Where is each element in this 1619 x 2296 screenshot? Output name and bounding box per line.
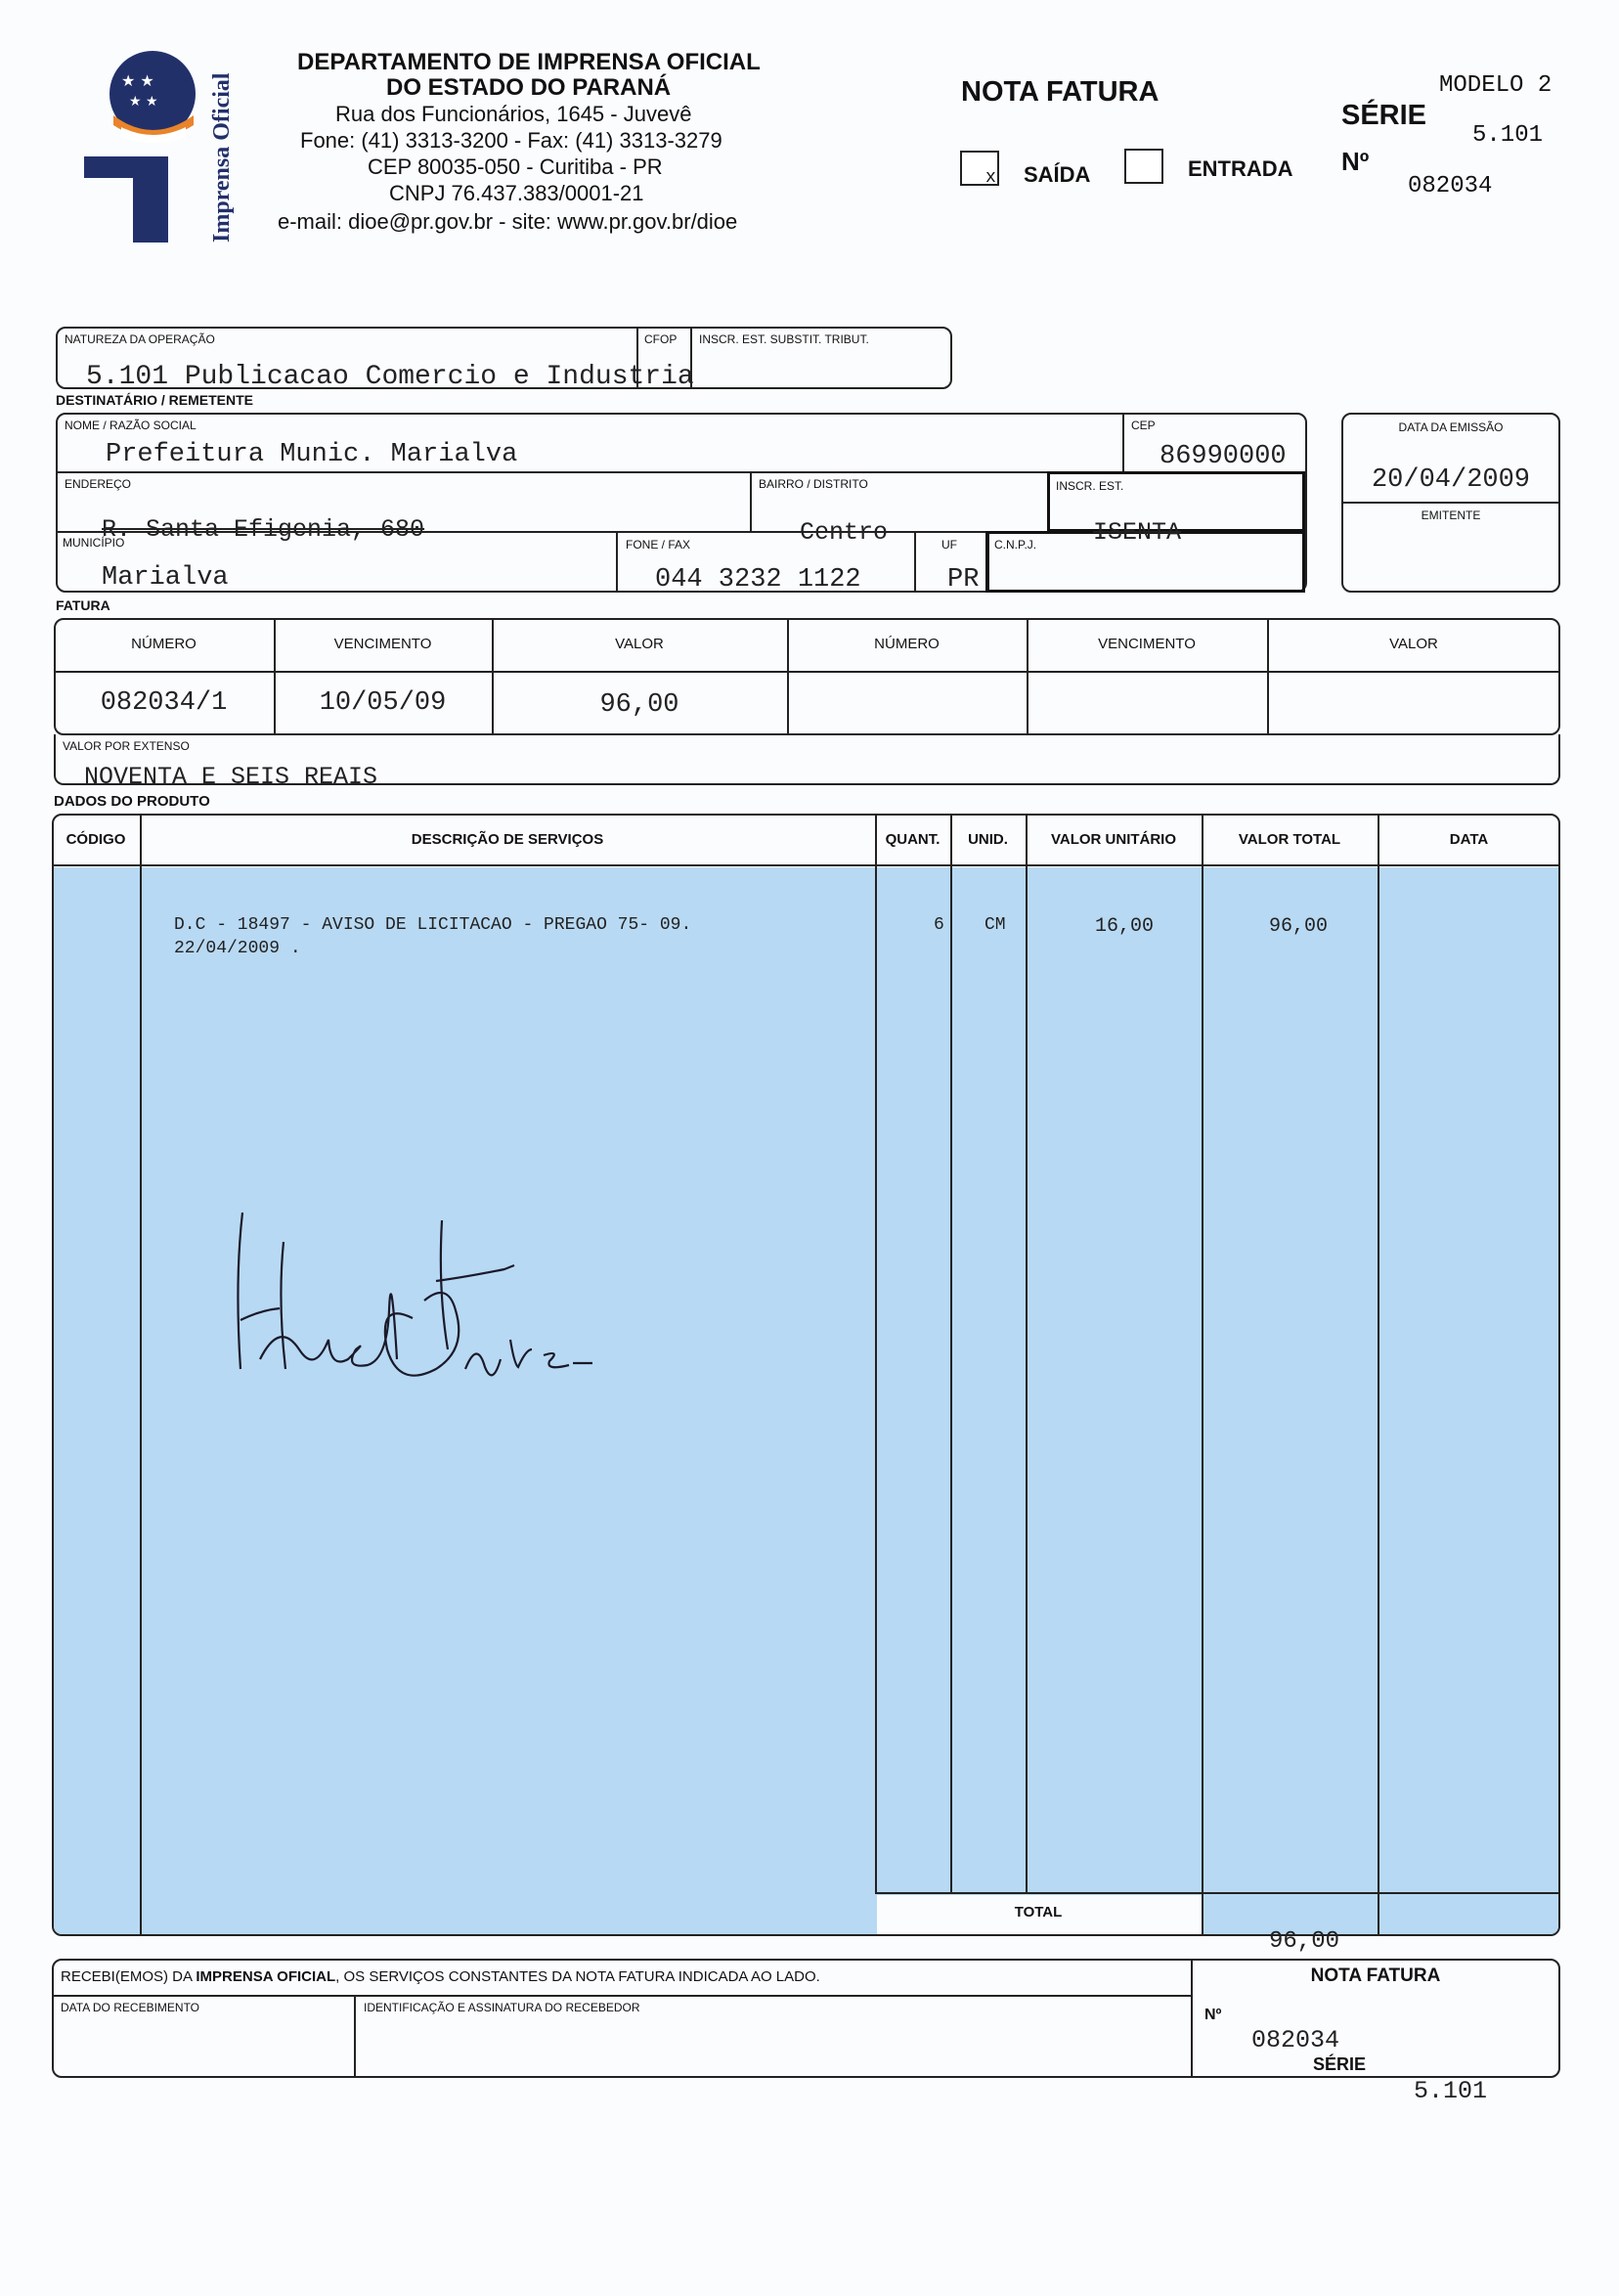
emitente-label: EMITENTE [1421,508,1481,522]
products-header-data: DATA [1449,831,1489,848]
fatura-header-numero-1: NÚMERO [131,636,197,652]
fatura-section-label: FATURA [56,597,110,613]
municipio-value: Marialva [102,563,229,593]
product-unit-price: 16,00 [1095,915,1155,938]
recipient-section-label: DESTINATÁRIO / REMETENTE [56,392,253,408]
fatura-header-valor-1: VALOR [615,636,664,652]
saida-mark: x [985,168,996,188]
inscr-est-label: INSCR. EST. [1056,479,1124,493]
cfop-label: CFOP [644,332,678,346]
entrada-label: ENTRADA [1188,156,1293,181]
product-total-price: 96,00 [1269,915,1329,938]
modelo-label: MODELO 2 [1439,72,1553,99]
svg-text:★ ★: ★ ★ [121,71,154,90]
products-header-descricao: DESCRIÇÃO DE SERVIÇOS [411,831,604,848]
receipt-signature-label: IDENTIFICAÇÃO E ASSINATURA DO RECEBEDOR [364,2001,640,2014]
product-unit: CM [985,915,1006,935]
nome-label: NOME / RAZÃO SOCIAL [65,419,197,432]
fatura-header-numero-2: NÚMERO [874,636,940,652]
receipt-date-label: DATA DO RECEBIMENTO [61,2001,200,2014]
products-header-valor-unitario: VALOR UNITÁRIO [1050,831,1177,848]
inscr-est-value: ISENTA [1093,518,1182,547]
receipt-numero-label: Nº [1204,2007,1222,2023]
issuer-cep: CEP 80035-050 - Curitiba - PR [368,155,663,179]
uf-value: PR [947,565,980,595]
receipt-serie-value: 5.101 [1414,2077,1488,2105]
signature [221,1203,612,1398]
extenso-label: VALOR POR EXTENSO [63,739,190,753]
fatura-header-vencimento-2: VENCIMENTO [1098,636,1196,652]
fatura-numero-value: 082034/1 [100,688,228,718]
fatura-header-vencimento-1: VENCIMENTO [333,636,432,652]
fone-label: FONE / FAX [626,538,691,552]
issuer-cnpj: CNPJ 76.437.383/0001-21 [389,181,644,205]
issuer-contact: e-mail: dioe@pr.gov.br - site: www.pr.gov.br/dioe [278,209,738,234]
cep-value: 86990000 [1160,442,1287,471]
svg-text:Imprensa Oficial: Imprensa Oficial [209,72,235,243]
issuer-phone: Fone: (41) 3313-3200 - Fax: (41) 3313-3279 [300,128,722,153]
bairro-label: BAIRRO / DISTRITO [759,477,868,491]
receipt-title: NOTA FATURA [1310,1965,1441,1986]
products-section-label: DADOS DO PRODUTO [54,793,210,810]
issuer-name-line2: DO ESTADO DO PARANÁ [386,74,672,101]
product-description-line1: D.C - 18497 - AVISO DE LICITACAO - PREGAO 75- 09. [174,915,692,935]
numero-value: 082034 [1408,173,1493,199]
extenso-value: NOVENTA E SEIS REAIS [84,763,378,791]
fatura-valor-value: 96,00 [599,690,679,720]
issuer-logo [84,47,241,243]
products-header-unid: UNID. [968,831,1008,848]
endereco-value: R. Santa Efigenia, 680 [102,515,425,544]
total-value: 96,00 [1269,1928,1340,1955]
receipt-text-bold: IMPRENSA OFICIAL [196,1968,336,1985]
fatura-header-valor-2: VALOR [1389,636,1438,652]
receipt-statement [61,1968,820,1985]
products-header-valor-total: VALOR TOTAL [1238,831,1341,848]
products-header-codigo: CÓDIGO [66,831,126,848]
fone-value: 044 3232 1122 [655,565,861,595]
saida-checkbox[interactable] [960,151,999,186]
nome-value: Prefeitura Munic. Marialva [106,440,518,469]
issuer-name-line1: DEPARTAMENTO DE IMPRENSA OFICIAL [297,49,761,75]
numero-label: Nº [1341,147,1370,176]
total-label: TOTAL [1014,1904,1063,1921]
receipt-numero-value: 082034 [1251,2026,1340,2054]
endereco-label: ENDEREÇO [65,477,132,491]
issuer-address: Rua dos Funcionários, 1645 - Juvevê [335,102,692,126]
product-description-line2: 22/04/2009 . [174,939,301,958]
data-emissao-value: 20/04/2009 [1371,465,1531,495]
receipt-serie-label: SÉRIE [1313,2054,1367,2074]
serie-label: SÉRIE [1341,100,1427,131]
receipt-text-prefix: RECEBI(EMOS) DA [61,1968,197,1985]
inscr-subst-label: INSCR. EST. SUBSTIT. TRIBUT. [699,332,869,346]
receipt-text-suffix: , OS SERVIÇOS CONSTANTES DA NOTA FATURA INDICADA AO LADO. [335,1968,820,1985]
svg-text:★ ★: ★ ★ [129,94,158,110]
bairro-value: Centro [800,518,889,547]
doc-title: NOTA FATURA [961,76,1160,108]
entrada-checkbox[interactable] [1124,149,1163,184]
products-header-quant: QUANT. [885,831,941,848]
saida-label: SAÍDA [1024,162,1091,187]
product-quantity: 6 [934,915,944,935]
cep-label: CEP [1131,419,1156,432]
natureza-value: 5.101 Publicacao Comercio e Industria [86,362,694,392]
serie-value: 5.101 [1472,122,1544,149]
cnpj-label: C.N.P.J. [994,538,1037,552]
data-emissao-label: DATA DA EMISSÃO [1398,420,1504,434]
natureza-label: NATUREZA DA OPERAÇÃO [65,332,215,346]
uf-label: UF [941,538,957,552]
municipio-label: MUNICÍPIO [63,536,125,550]
fatura-vencimento-value: 10/05/09 [319,688,447,718]
